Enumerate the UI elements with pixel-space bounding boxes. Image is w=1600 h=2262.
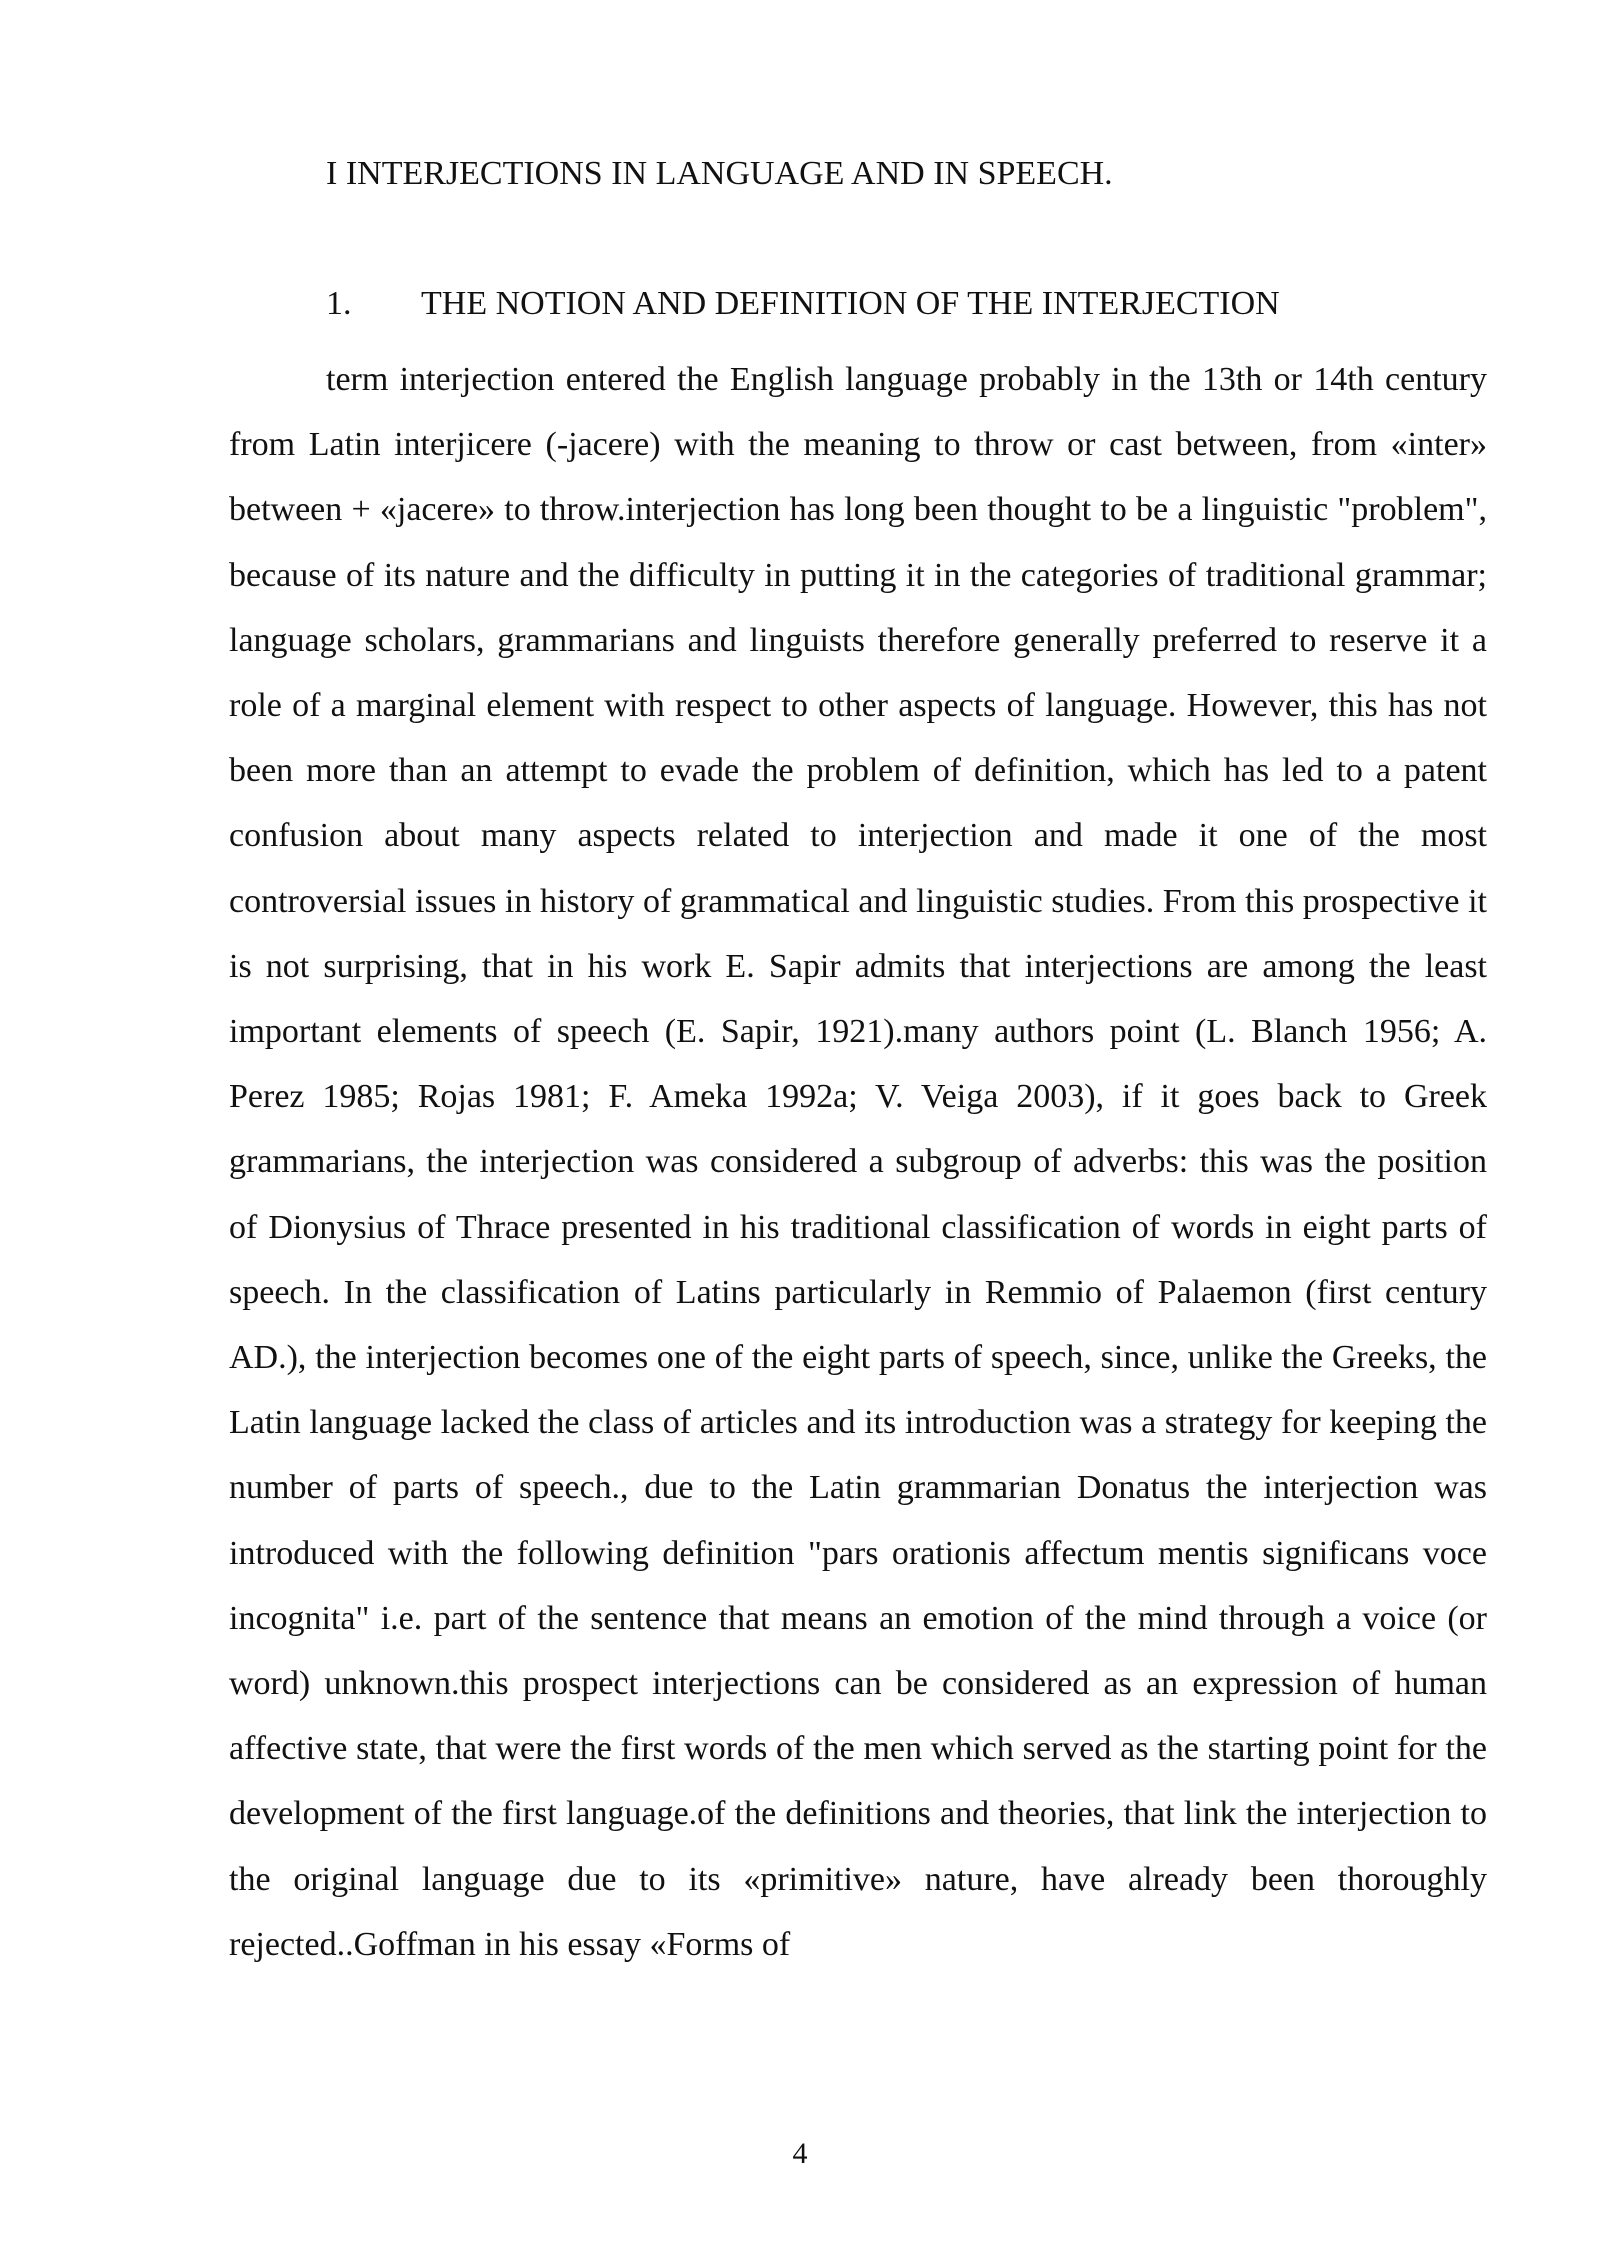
- section-heading: [326, 284, 1280, 324]
- section-title: THE NOTION AND DEFINITION OF THE INTERJECTION: [421, 285, 1280, 322]
- page-number: 4: [792, 2137, 808, 2170]
- chapter-heading: I INTERJECTIONS IN LANGUAGE AND IN SPEECH.: [326, 155, 1113, 192]
- body-paragraph: term interjection entered the English language probably in the 13th or 14th century from Latin interjicere (-jacere) with the meaning to throw or cast between, from «inter» between + «jacere» to throw.interjection has long been thought to be a linguistic "problem", because of its nature and the difficulty in putting it in the categories of traditional grammar; language scholars, grammarians and linguists therefore generally preferred to reserve it a role of a marginal element with respect to other aspects of language. However, this has not been more than an attempt to evade the problem of definition, which has led to a patent confusion about many aspects related to interjection and made it one of the most controversial issues in history of grammatical and linguistic studies. From this prospective it is not surprising, that in his work E. Sapir admits that interjections are among the least important elements of speech (E. Sapir, 1921).many authors point (L. Blanch 1956; A. Perez 1985; Rojas 1981; F. Ameka 1992a; V. Veiga 2003), if it goes back to Greek grammarians, the interjection was considered a subgroup of adverbs: this was the position of Dionysius of Thrace presented in his traditional classification of words in eight parts of speech. In the classification of Latins particularly in Remmio of Palaemon (first century AD.), the interjection becomes one of the eight parts of speech, since, unlike the Greeks, the Latin language lacked the class of articles and its introduction was a strategy for keeping the number of parts of speech., due to the Latin grammarian Donatus the interjection was introduced with the following definition "pars orationis affectum mentis significans voce incognita" i.e. part of the sentence that means an emotion of the mind through a voice (or word) unknown.this prospect interjections can be considered as an expression of human affective state, that were the first words of the men which served as the starting point for the development of the first language.of the definitions and theories, that link the interjection to the original language due to its «primitive» nature, have already been thoroughly rejected..Goffman in his essay «Forms of: [229, 361, 1487, 1963]
- section-number: 1.: [326, 285, 352, 322]
